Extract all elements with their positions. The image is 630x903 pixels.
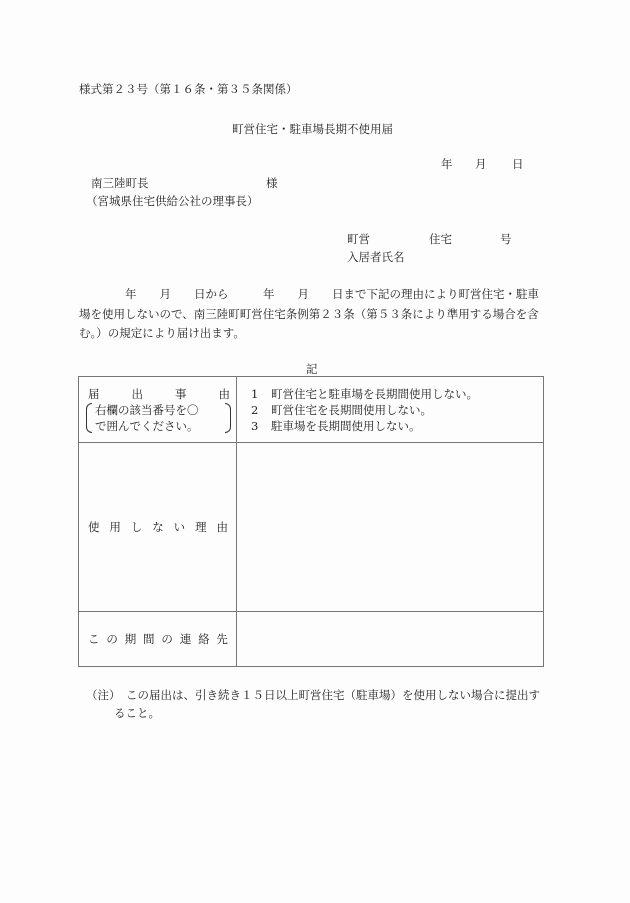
table-row-reason xyxy=(79,443,544,612)
applicant-name-label: 入居者氏名 xyxy=(347,250,405,264)
footnote-line-1: この届出は、引き続き１５日以上町営住宅（駐車場）を使用しない場合に提出す xyxy=(126,688,540,702)
instruction-line-1: 右欄の該当番号を〇 xyxy=(95,402,199,417)
form-number: 様式第２３号（第１６条・第３５条関係） xyxy=(79,82,298,96)
contact-label-cell xyxy=(79,612,237,667)
date-day-label: 日 xyxy=(512,157,524,171)
date-month-label: 月 xyxy=(475,157,487,171)
addressee-alternate: （宮城県住宅供給公社の理事長） xyxy=(86,194,259,208)
reason-type-label: 届 出 事 由 xyxy=(88,386,230,401)
body-line-3: む。）の規定により届け出ます。 xyxy=(79,326,245,340)
contact-label: こ の 期 間 の 連 絡 先 xyxy=(88,632,228,646)
non-use-reason-label-cell xyxy=(79,443,237,612)
date-year-label: 年 xyxy=(441,157,453,171)
body-line-1: 年 月 日から 年 月 日まで下記の理由により町営住宅・駐車 xyxy=(79,287,539,301)
notification-table xyxy=(78,376,544,667)
applicant-housing-label: 住宅 xyxy=(429,232,452,246)
table-row-contact xyxy=(79,612,544,667)
instruction-note xyxy=(85,402,232,434)
table-row-reason-type xyxy=(79,377,544,443)
reason-options xyxy=(237,386,543,434)
footnote-line-2: ること。 xyxy=(114,706,160,720)
reason-options-cell xyxy=(237,377,544,443)
non-use-reason-field[interactable] xyxy=(237,443,544,612)
addressee-honorific: 様 xyxy=(266,176,278,190)
contact-field[interactable] xyxy=(237,612,544,667)
reason-option-3[interactable]: 3 駐車場を長期間使用しない。 xyxy=(251,418,421,433)
body-line-2: 場を使用しないので、南三陸町町営住宅条例第２３条（第５３条により準用する場合を含 xyxy=(79,306,539,321)
footnote xyxy=(86,686,556,722)
body-paragraph xyxy=(79,285,549,344)
reason-type-label-cell xyxy=(79,377,237,443)
reason-option-1[interactable]: 1 町営住宅と駐車場を長期間使用しない。 xyxy=(251,386,478,401)
footnote-label: （注） xyxy=(86,688,121,702)
applicant-number-label: 号 xyxy=(500,232,512,246)
document-title: 町営住宅・駐車場長期不使用届 xyxy=(232,122,393,136)
ki-heading: 記 xyxy=(306,362,318,376)
applicant-town-label: 町営 xyxy=(347,232,370,246)
addressee-name: 南三陸町長 xyxy=(91,176,149,190)
reason-option-2[interactable]: 2 町営住宅を長期間使用しない。 xyxy=(251,402,432,417)
non-use-reason-label: 使 用 し な い 理 由 xyxy=(88,520,228,534)
instruction-line-2: で囲んでください。 xyxy=(95,418,199,433)
